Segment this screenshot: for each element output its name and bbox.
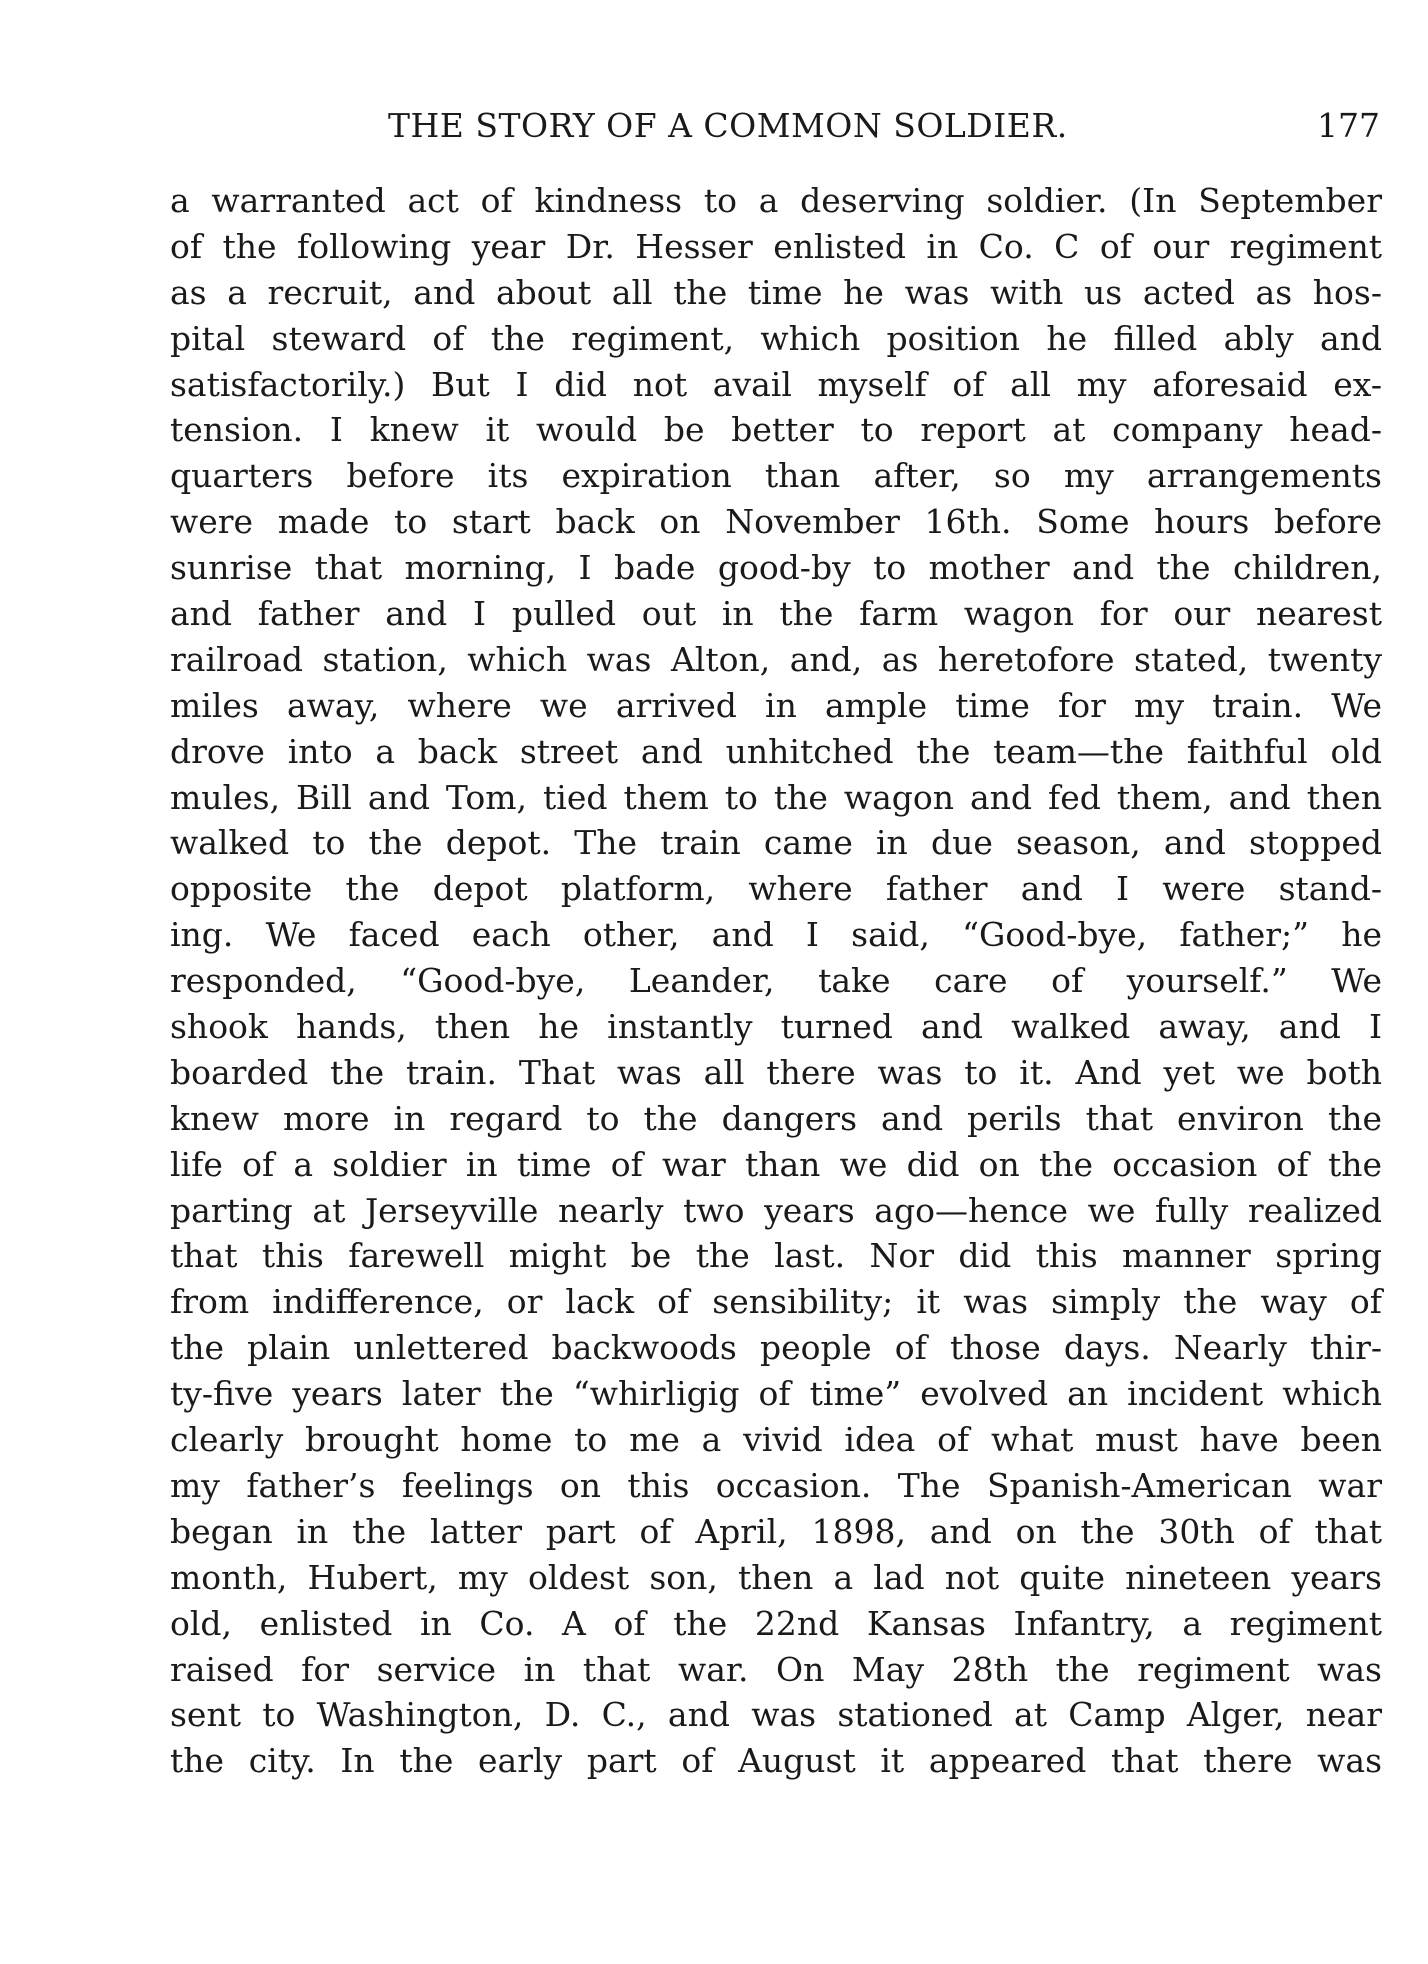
text-line: that this farewell might be the last. Nor did this manner spring <box>170 1236 1382 1276</box>
text-line: sent to Washington, D. C., and was stationed at Camp Alger, near <box>170 1695 1382 1735</box>
text-line: were made to start back on November 16th. Some hours before <box>170 502 1382 542</box>
text-line: railroad station, which was Alton, and, as heretofore stated, twenty <box>170 639 1382 679</box>
text-line: month, Hubert, my oldest son, then a lad not quite nineteen years <box>170 1557 1382 1597</box>
text-line: life of a soldier in time of war than we did on the occasion of the <box>170 1144 1382 1184</box>
text-line: drove into a back street and unhitched the team—the faithful old <box>170 731 1382 771</box>
text-line: boarded the train. That was all there was to it. And yet we both <box>170 1052 1382 1092</box>
text-line: ing. We faced each other, and I said, “Good-bye, father;” he <box>170 915 1382 955</box>
text-line: clearly brought home to me a vivid idea of what must have been <box>170 1420 1382 1460</box>
text-line: as a recruit, and about all the time he was with us acted as hos- <box>170 272 1382 312</box>
text-line: old, enlisted in Co. A of the 22nd Kansas Infantry, a regiment <box>170 1603 1382 1643</box>
text-line: raised for service in that war. On May 28th the regiment was <box>170 1649 1382 1689</box>
text-line: sunrise that morning, I bade good-by to mother and the children, <box>170 548 1382 588</box>
text-line: miles away, where we arrived in ample time for my train. We <box>170 685 1382 725</box>
text-line: walked to the depot. The train came in due season, and stopped <box>170 823 1382 863</box>
text-line: my father’s feelings on this occasion. The Spanish-American war <box>170 1465 1382 1505</box>
text-line: quarters before its expiration than after, so my arrangements <box>170 456 1382 496</box>
text-line: mules, Bill and Tom, tied them to the wagon and fed them, and then <box>170 777 1382 817</box>
text-line: a warranted act of kindness to a deserving soldier. (In September <box>170 181 1382 220</box>
text-line: shook hands, then he instantly turned and walked away, and I <box>170 1007 1382 1047</box>
text-line: of the following year Dr. Hesser enlisted in Co. C of our regiment <box>170 226 1382 266</box>
text-line: and father and I pulled out in the farm wagon for our nearest <box>170 594 1382 634</box>
text-line: satisfactorily.) But I did not avail myself of all my aforesaid ex- <box>170 364 1382 404</box>
text-line: opposite the depot platform, where father and I were stand- <box>170 869 1382 909</box>
text-line: the plain unlettered backwoods people of those days. Nearly thir- <box>170 1328 1382 1368</box>
text-line: the city. In the early part of August it appeared that there was <box>170 1741 1382 1781</box>
body-text <box>170 178 1382 1784</box>
text-line: pital steward of the regiment, which position he filled ably and <box>170 318 1382 358</box>
running-header <box>170 104 1380 148</box>
text-line: from indifference, or lack of sensibility; it was simply the way of <box>170 1282 1382 1322</box>
text-line: responded, “Good-bye, Leander, take care of yourself.” We <box>170 961 1382 1001</box>
text-line: ty-five years later the “whirligig of time” evolved an incident which <box>170 1374 1382 1414</box>
text-line: knew more in regard to the dangers and perils that environ the <box>170 1098 1382 1138</box>
text-line: tension. I knew it would be better to report at company head- <box>170 410 1382 450</box>
running-title: THE STORY OF A COMMON SOLDIER. <box>388 106 1068 145</box>
text-line: began in the latter part of April, 1898, and on the 30th of that <box>170 1511 1382 1551</box>
text-line: parting at Jerseyville nearly two years ago—hence we fully realized <box>170 1190 1382 1230</box>
page-number: 177 <box>1317 106 1380 145</box>
